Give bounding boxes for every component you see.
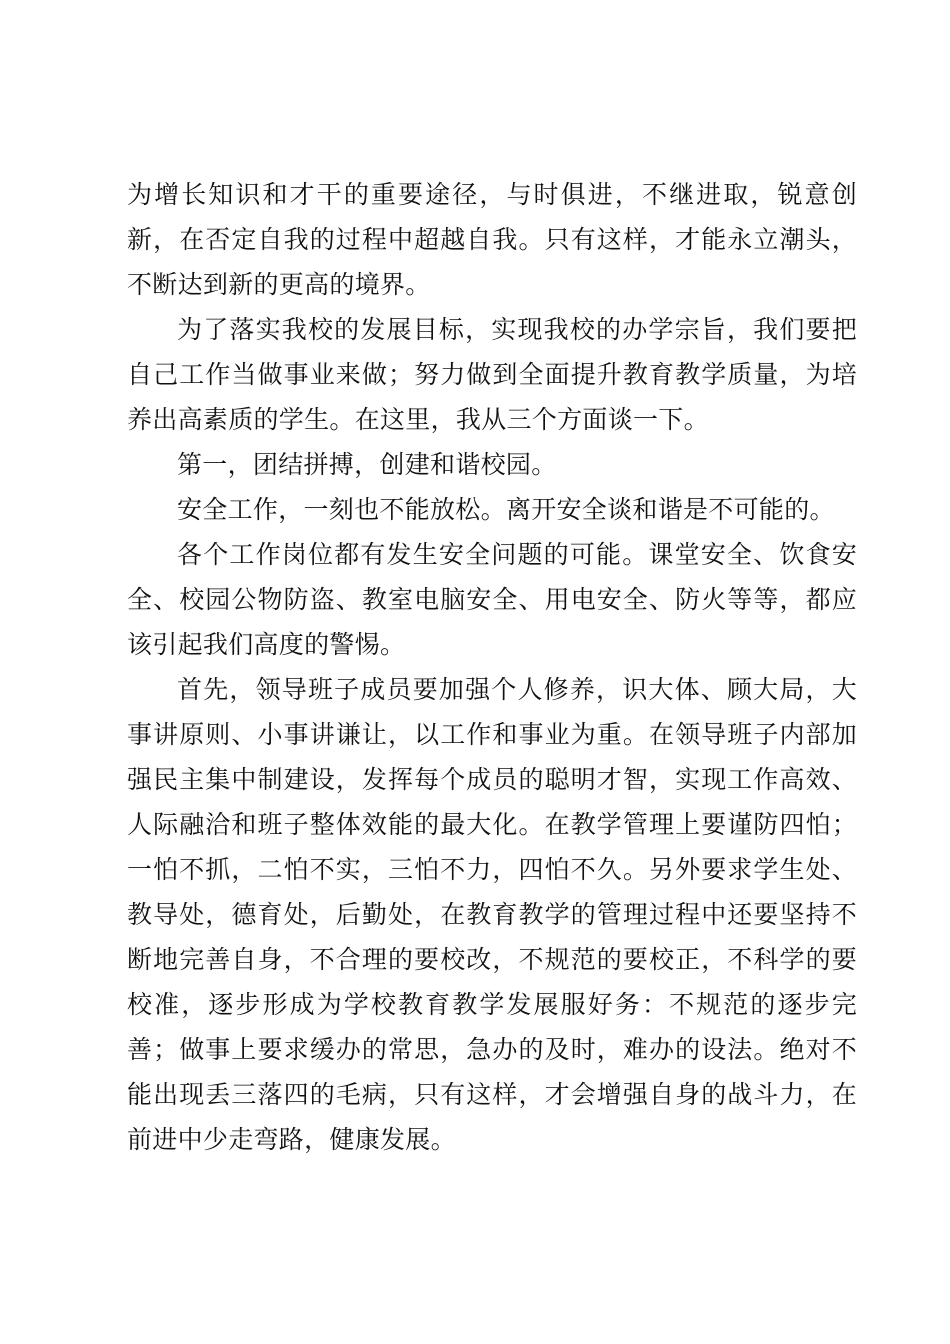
paragraph-1: 为增长知识和才干的重要途径，与时俱进，不继进取，锐意创新，在否定自我的过程中超越自我。只有这样，才能永立潮头，不断达到新的更高的境界。 bbox=[127, 180, 857, 299]
paragraph-5: 各个工作岗位都有发生安全问题的可能。课堂安全、饮食安全、校园公物防盗、教室电脑安全、用电安全、防火等等，都应该引起我们高度的警惕。 bbox=[127, 540, 857, 659]
paragraph-6: 首先，领导班子成员要加强个人修养，识大体、顾大局，大事讲原则、小事讲谦让，以工作和事业为重。在领导班子内部加强民主集中制建设，发挥每个成员的聪明才智，实现工作高效、人际融洽和班子整体效能的最大化。在教学管理上要谨防四怕；一怕不抓，二怕不实，三怕不力，四怕不久。另外要求学生处、教导处，德育处，后勤处，在教育教学的管理过程中还要坚持不断地完善自身，不合理的要校改，不规范的要校正，不科学的要校准，逐步形成为学校教育教学发展服好务：不规范的逐步完善；做事上要求缓办的常思，急办的及时，难办的设法。绝对不能出现丢三落四的毛病，只有这样，才会增强自身的战斗力，在前进中少走弯路，健康发展。 bbox=[127, 675, 857, 1154]
paragraph-2: 为了落实我校的发展目标，实现我校的办学宗旨，我们要把自己工作当做事业来做；努力做到全面提升教育教学质量，为培养出高素质的学生。在这里，我从三个方面谈一下。 bbox=[127, 315, 857, 434]
paragraph-4: 安全工作，一刻也不能放松。离开安全谈和谐是不可能的。 bbox=[177, 495, 835, 524]
paragraph-3-heading: 第一，团结拼搏，创建和谐校园。 bbox=[177, 450, 557, 479]
body-text bbox=[127, 172, 857, 1162]
